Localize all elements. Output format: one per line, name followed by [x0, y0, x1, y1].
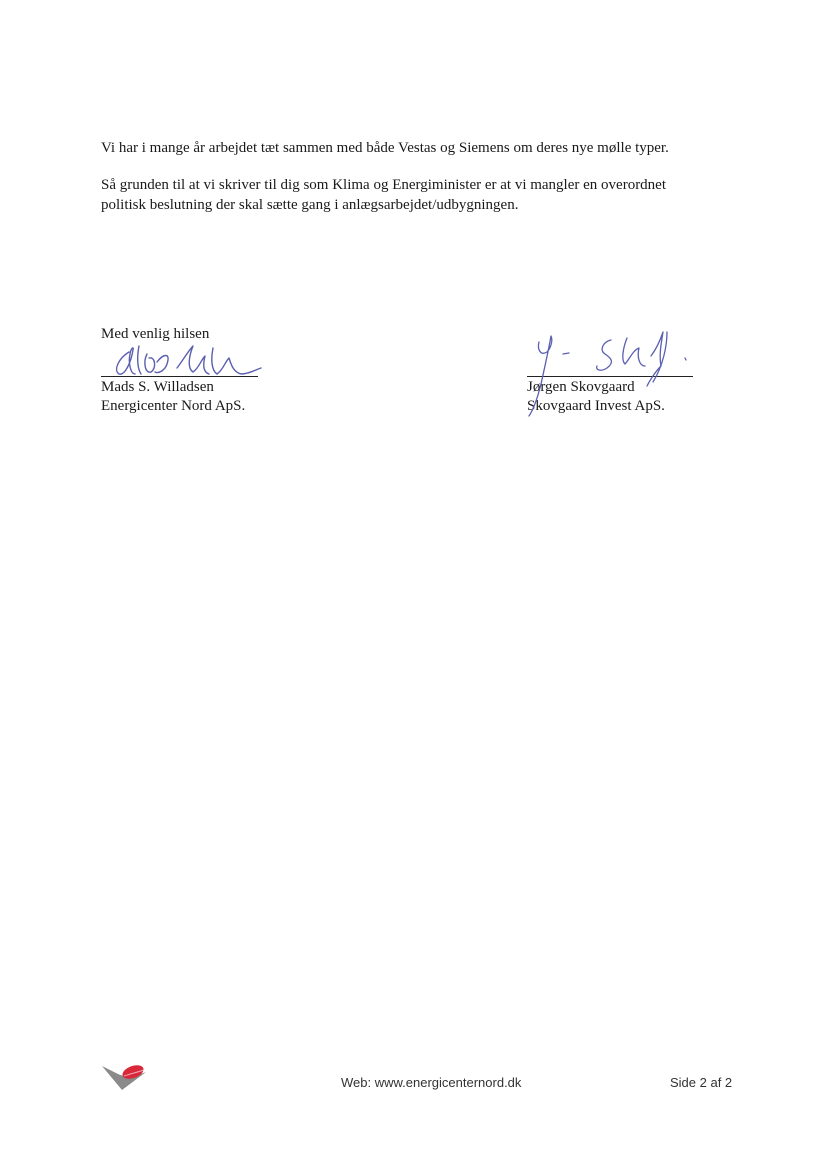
paragraph-request — [101, 175, 666, 215]
paragraph-request-line-2: politisk beslutning der skal sætte gang i anlægsarbejdet/udbygningen. — [101, 197, 519, 213]
energicenter-logo-icon — [100, 1060, 150, 1092]
signatory-name-skovgaard: Jørgen Skovgaard — [527, 379, 635, 395]
footer-page-number: Side 2 af 2 — [670, 1075, 733, 1090]
paragraph-request-line-1: Så grunden til at vi skriver til dig som Klima og Energiminister er at vi mangler en overordnet — [101, 177, 667, 193]
handwritten-signature-willadsen — [101, 340, 261, 376]
signatory-company-willadsen: Energicenter Nord ApS. — [101, 398, 246, 414]
signature-skovgaard-icon — [511, 326, 701, 421]
signature-block-willadsen — [101, 340, 261, 416]
signature-willadsen-icon — [105, 340, 265, 382]
signatory-name-willadsen: Mads S. Willadsen — [101, 379, 214, 395]
closing-greeting: Med venlig hilsen — [101, 326, 210, 342]
signature-block-skovgaard — [527, 328, 697, 416]
paragraph-cooperation: Vi har i mange år arbejdet tæt sammen med både Vestas og Siemens om deres nye mølle typer. — [101, 140, 669, 156]
signatory-company-skovgaard: Skovgaard Invest ApS. — [527, 398, 665, 414]
handwritten-signature-skovgaard — [527, 328, 697, 376]
footer-website: Web: www.energicenternord.dk — [341, 1075, 522, 1090]
